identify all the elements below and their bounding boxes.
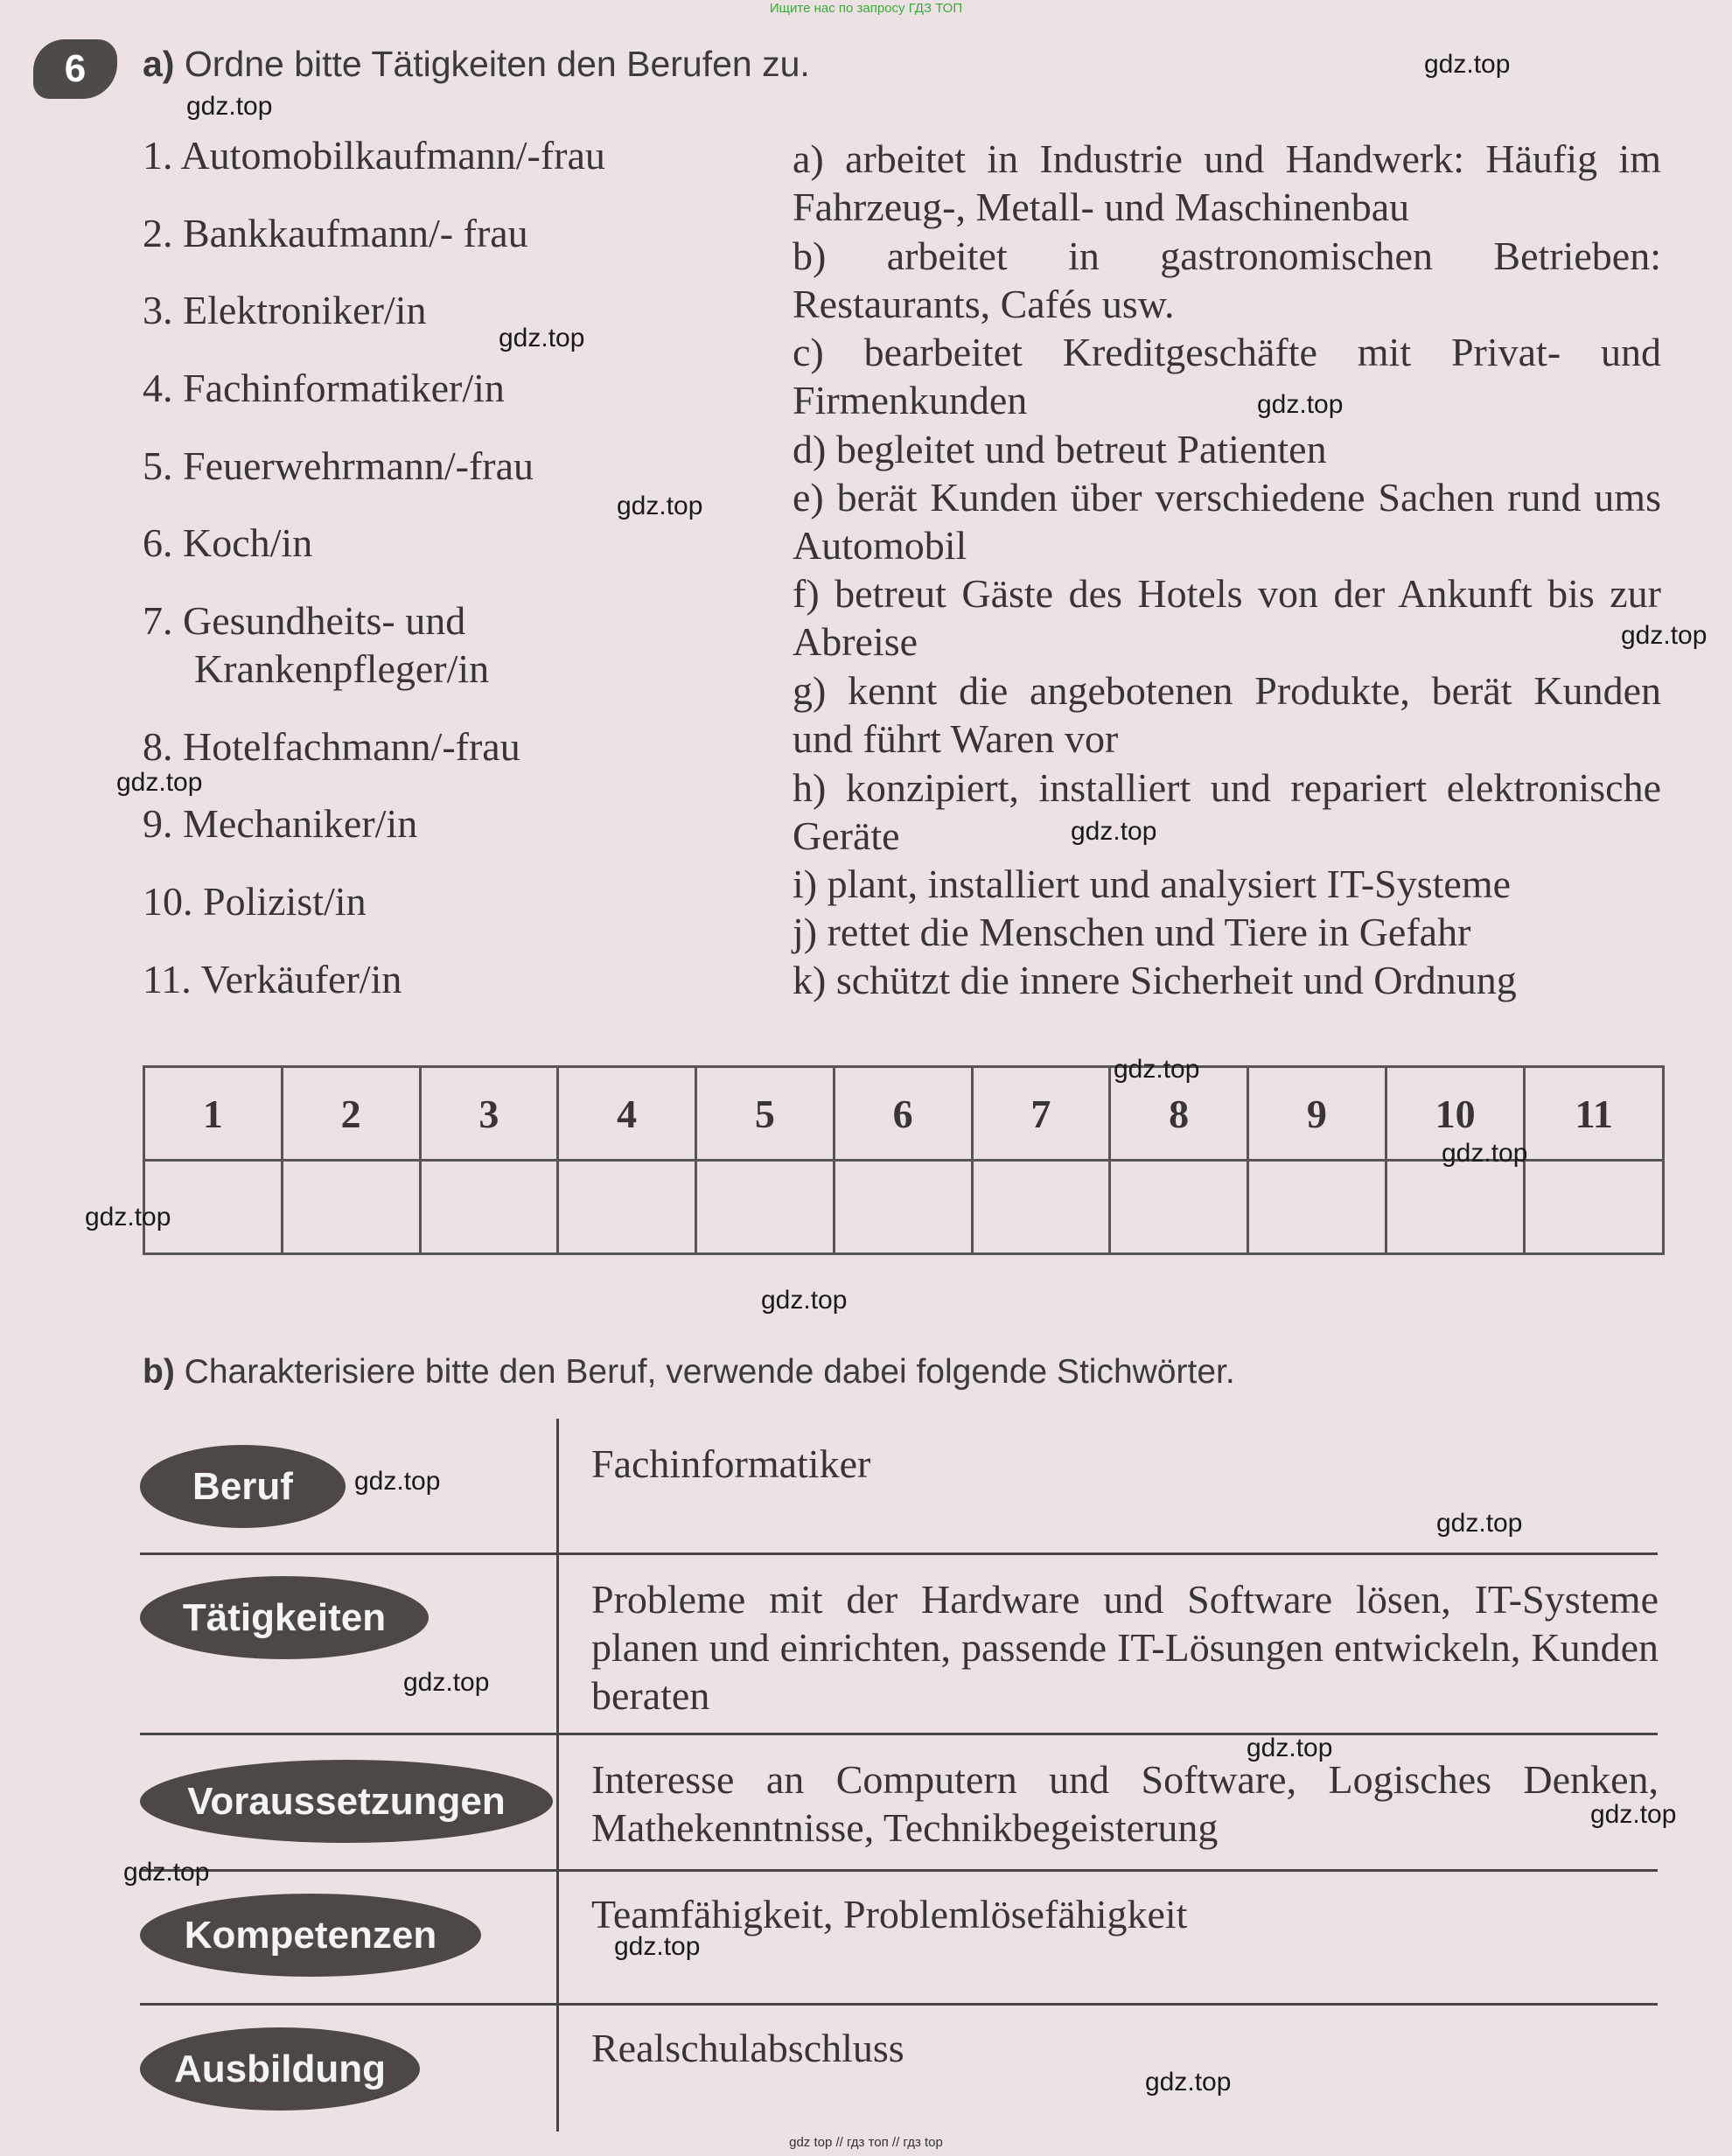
profile-value-ausbildung: Realschulabschluss xyxy=(591,2026,904,2070)
activity-item: g) kennt die angebotenen Produkte, berät Kunden und führt Waren vor xyxy=(793,668,1661,761)
grid-answer-cell[interactable] xyxy=(972,1161,1110,1254)
answer-grid-answer-row xyxy=(144,1161,1664,1254)
activity-item: e) berät Kunden über verschiedene Sachen rund ums Automobil xyxy=(793,475,1661,568)
grid-header-cell: 5 xyxy=(696,1067,835,1161)
job-item: 2. Bankkaufmann/- frau xyxy=(143,211,528,255)
answer-grid-header-row xyxy=(144,1067,1664,1161)
job-item: 9. Mechaniker/in xyxy=(143,801,418,846)
watermark: gdz.top xyxy=(1145,2068,1232,2097)
activity-item: f) betreut Gäste des Hotels von der Ankunft bis zur Abreise xyxy=(793,571,1661,664)
job-item: 8. Hotelfachmann/-frau xyxy=(143,724,520,769)
profile-key-kompetenzen: Kompetenzen xyxy=(140,1894,481,1977)
grid-answer-cell[interactable] xyxy=(1248,1161,1386,1254)
job-item: 6. Koch/in xyxy=(143,520,313,565)
grid-answer-cell[interactable] xyxy=(282,1161,420,1254)
watermark: gdz.top xyxy=(1590,1800,1677,1829)
grid-header-cell: 11 xyxy=(1525,1067,1664,1161)
exercise-number-badge: 6 xyxy=(33,39,117,99)
watermark: gdz.top xyxy=(403,1668,490,1697)
grid-answer-cell[interactable] xyxy=(558,1161,696,1254)
profile-key-ausbildung: Ausbildung xyxy=(140,2027,420,2111)
job-item: 7. Gesundheits- und xyxy=(143,598,466,643)
top-banner: Ищите нас по запросу ГДЗ ТОП xyxy=(769,1,963,16)
activity-item: h) konzipiert, installiert und repariert elektronische Geräte xyxy=(793,765,1661,858)
watermark: gdz.top xyxy=(85,1203,171,1232)
grid-header-cell: 7 xyxy=(972,1067,1110,1161)
grid-header-cell: 10 xyxy=(1386,1067,1525,1161)
grid-answer-cell[interactable] xyxy=(420,1161,558,1254)
profile-key-voraussetzungen: Voraussetzungen xyxy=(140,1760,553,1843)
activity-item: a) arbeitet in Industrie und Handwerk: Häufig im Fahrzeug-, Metall- und Maschinenbau xyxy=(793,136,1661,229)
watermark: gdz.top xyxy=(116,768,203,797)
task-b-heading xyxy=(143,1353,1235,1392)
grid-header-cell: 8 xyxy=(1110,1067,1248,1161)
job-item-continued: Krankenpfleger/in xyxy=(194,646,490,691)
watermark: gdz.top xyxy=(1436,1509,1523,1538)
grid-header-cell: 9 xyxy=(1248,1067,1386,1161)
profile-divider xyxy=(140,2003,1658,2006)
watermark: gdz.top xyxy=(186,92,273,121)
watermark: gdz.top xyxy=(614,1932,701,1961)
job-item: 3. Elektroniker/in xyxy=(143,288,427,332)
activity-item: b) arbeitet in gastronomischen Betrieben: Restaurants, Cafés usw. xyxy=(793,234,1661,326)
profile-value-taetigkeiten: Probleme mit der Hardware und Software lösen, IT-Systeme planen und einrichten, passende IT-Lösungen entwickeln, Kunden beraten xyxy=(591,1577,1659,1718)
watermark: gdz.top xyxy=(354,1467,441,1496)
task-b-letter: b) xyxy=(143,1353,175,1391)
activity-item: j) rettet die Menschen und Tiere in Gefahr xyxy=(793,910,1471,954)
watermark: gdz.top xyxy=(1071,817,1157,846)
watermark: gdz.top xyxy=(123,1858,210,1887)
profile-key-beruf: Beruf xyxy=(140,1445,346,1528)
activity-item: i) plant, installiert und analysiert IT-Systeme xyxy=(793,862,1512,906)
task-a-letter: a) xyxy=(143,44,175,84)
task-b-text: Charakterisiere bitte den Beruf, verwende dabei folgende Stichwörter. xyxy=(184,1353,1235,1391)
grid-header-cell: 6 xyxy=(834,1067,972,1161)
watermark: gdz.top xyxy=(1621,621,1708,650)
job-item: 4. Fachinformatiker/in xyxy=(143,366,505,410)
profile-key-taetigkeiten: Tätigkeiten xyxy=(140,1576,429,1659)
profile-value-voraussetzungen: Interesse an Computern und Software, Logisches Denken, Mathekenntnisse, Technikbegeisterung xyxy=(591,1757,1659,1850)
grid-answer-cell[interactable] xyxy=(834,1161,972,1254)
grid-header-cell: 3 xyxy=(420,1067,558,1161)
watermark: gdz.top xyxy=(1114,1055,1200,1084)
task-a-text: Ordne bitte Tätigkeiten den Berufen zu. xyxy=(184,44,810,84)
profile-value-kompetenzen: Teamfähigkeit, Problemlösefähigkeit xyxy=(591,1892,1188,1936)
grid-header-cell: 4 xyxy=(558,1067,696,1161)
watermark: gdz.top xyxy=(617,492,703,520)
grid-answer-cell[interactable] xyxy=(1386,1161,1525,1254)
bottom-banner: gdz top // гдз топ // гдз top xyxy=(789,2135,943,2150)
watermark: gdz.top xyxy=(761,1286,848,1315)
activity-item: d) begleitet und betreut Patienten xyxy=(793,427,1327,471)
grid-answer-cell[interactable] xyxy=(1525,1161,1664,1254)
activity-item: c) bearbeitet Kreditgeschäfte mit Privat- und Firmenkunden xyxy=(793,330,1661,422)
job-item: 11. Verkäufer/in xyxy=(143,957,402,1001)
grid-answer-cell[interactable] xyxy=(1110,1161,1248,1254)
profile-divider-vertical xyxy=(556,1419,559,2132)
watermark: gdz.top xyxy=(1247,1734,1333,1762)
job-item: 1. Automobilkaufmann/-frau xyxy=(143,133,605,178)
activity-item: k) schützt die innere Sicherheit und Ordnung xyxy=(793,958,1517,1002)
profile-divider xyxy=(140,1552,1658,1555)
watermark: gdz.top xyxy=(1442,1139,1528,1168)
job-item: 10. Polizist/in xyxy=(143,879,367,924)
profile-divider xyxy=(140,1733,1658,1735)
job-item: 5. Feuerwehrmann/-frau xyxy=(143,443,534,488)
task-a-heading xyxy=(143,44,810,85)
profile-value-beruf: Fachinformatiker xyxy=(591,1441,871,1486)
watermark: gdz.top xyxy=(1257,390,1344,419)
grid-header-cell: 2 xyxy=(282,1067,420,1161)
grid-answer-cell[interactable] xyxy=(696,1161,835,1254)
profile-divider xyxy=(140,1869,1658,1872)
watermark: gdz.top xyxy=(1424,50,1511,79)
grid-header-cell: 1 xyxy=(144,1067,283,1161)
answer-grid xyxy=(143,1065,1665,1255)
watermark: gdz.top xyxy=(499,324,585,352)
